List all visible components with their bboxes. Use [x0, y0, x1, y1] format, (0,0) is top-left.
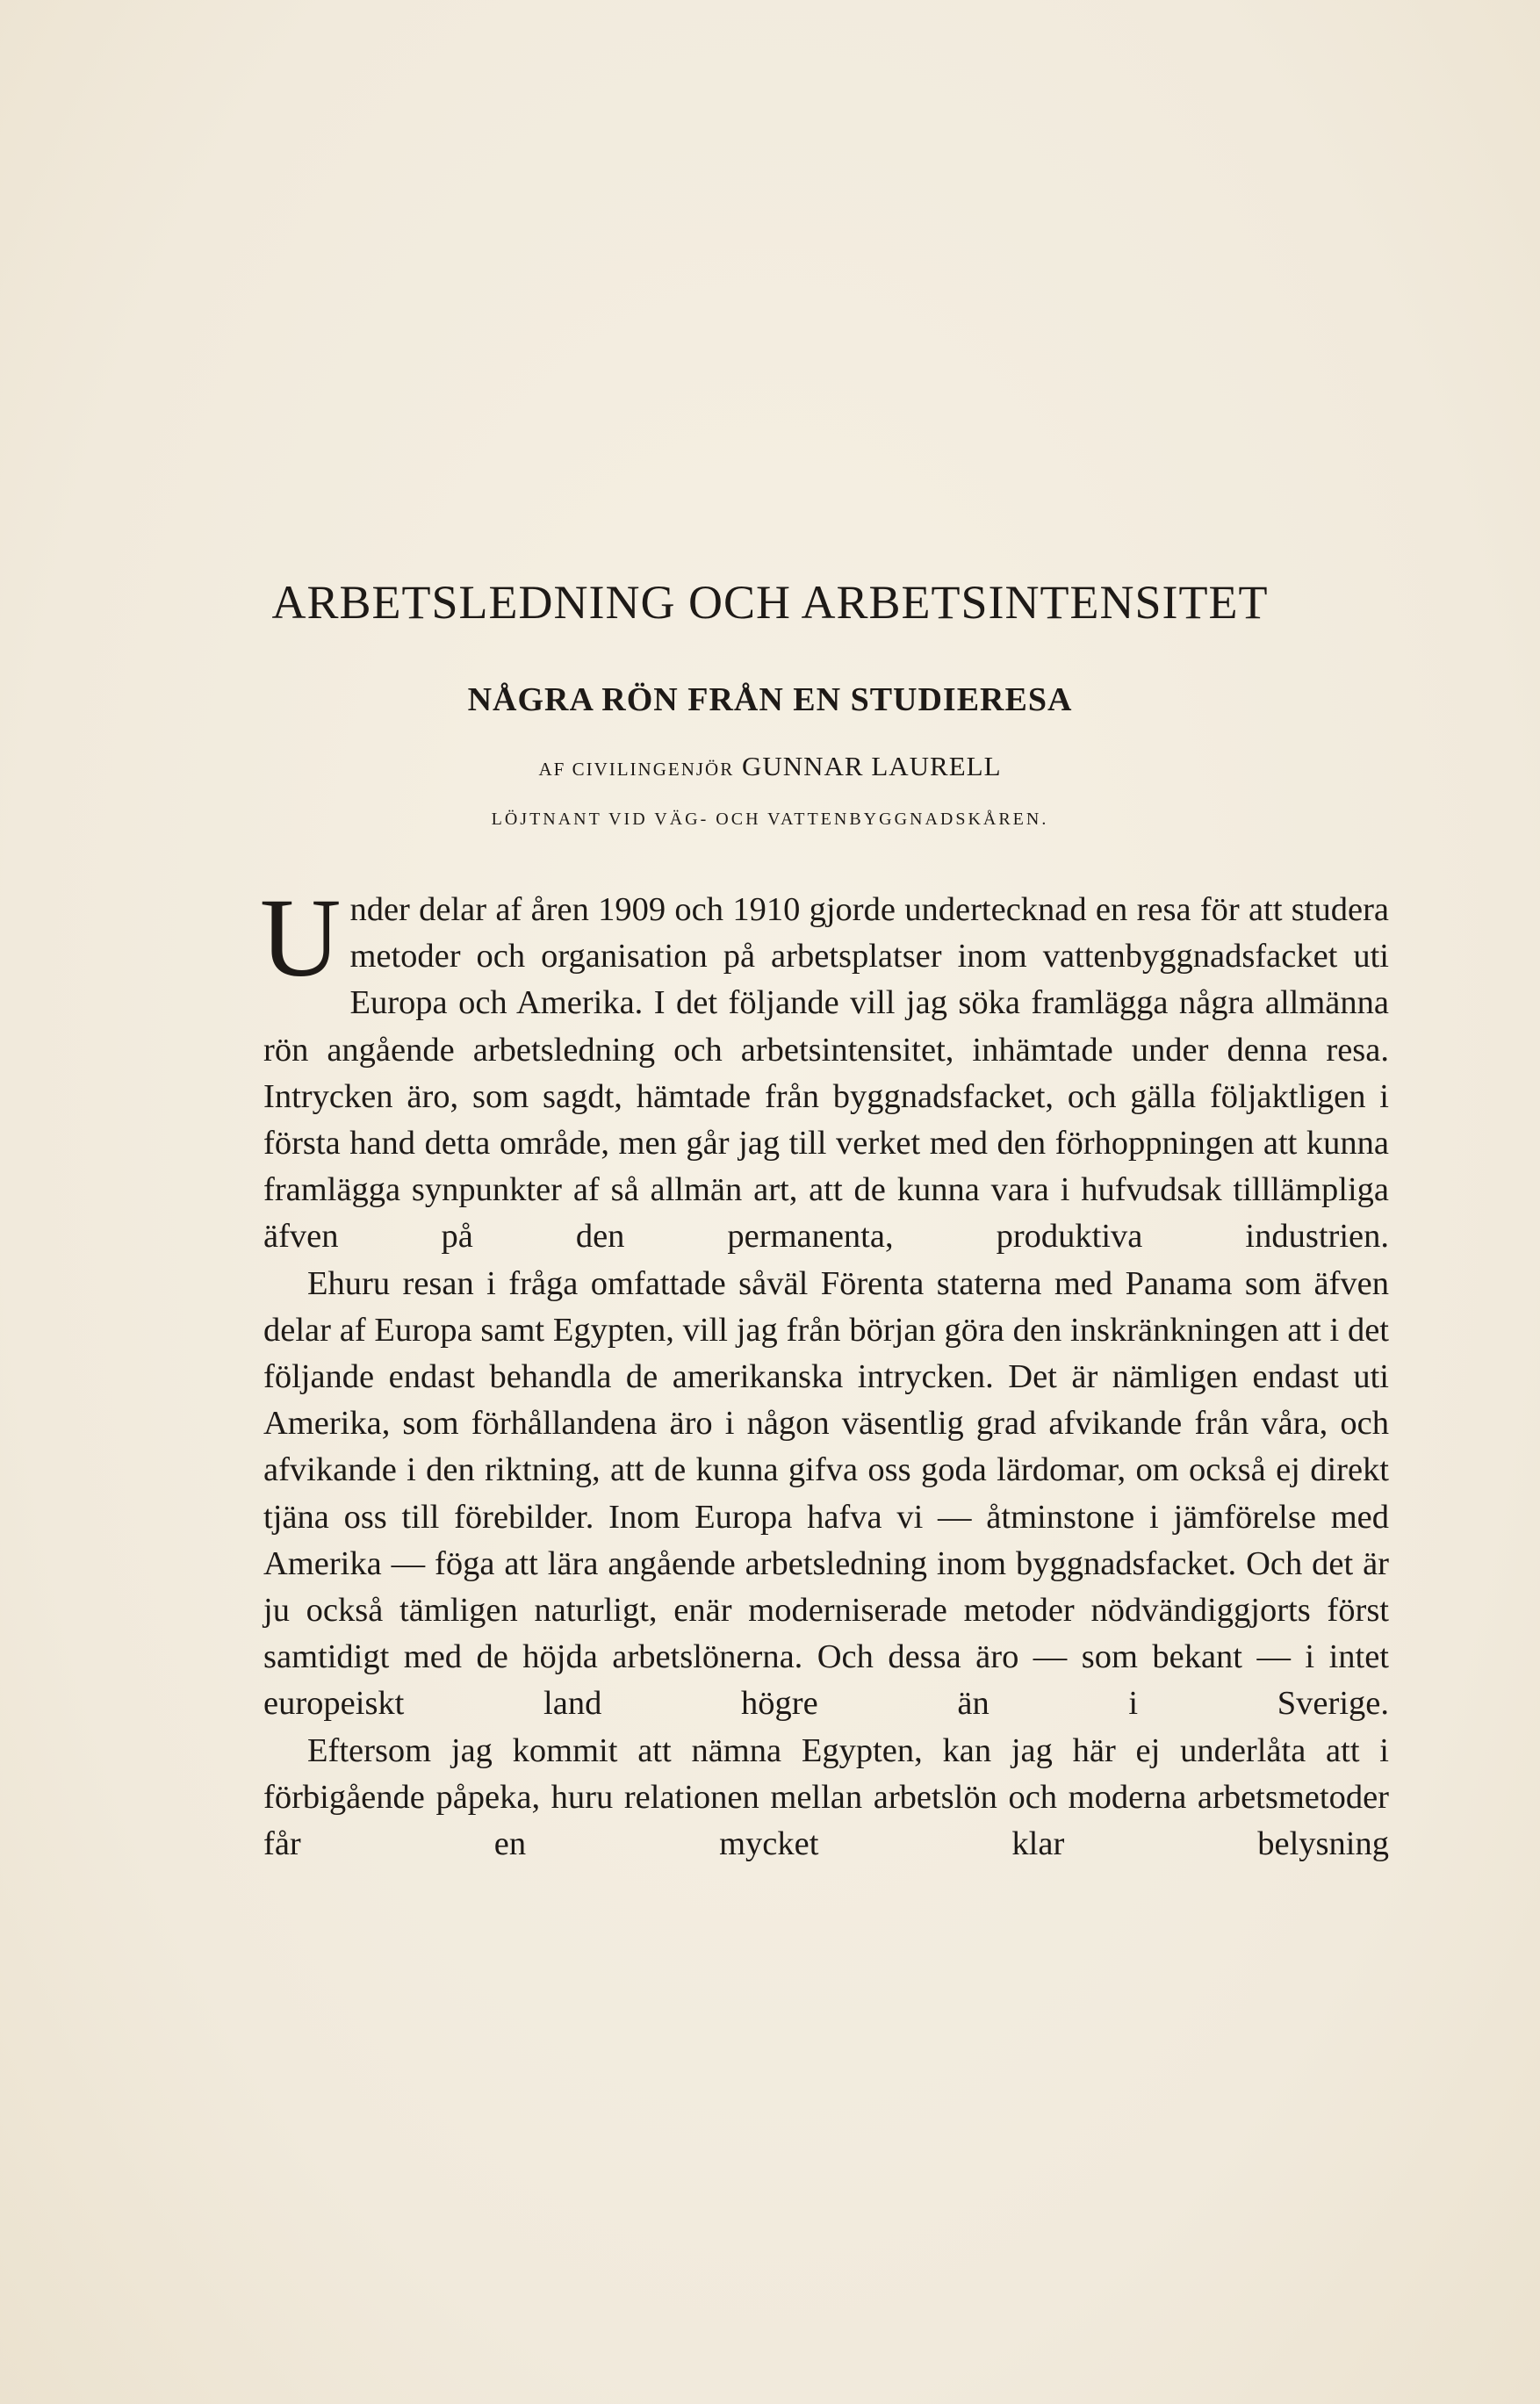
byline-prefix: AF CIVILINGENJÖR	[538, 759, 735, 780]
article-body	[260, 875, 1389, 1868]
paragraph-2: Ehuru resan i fråga omfattade såväl Förenta staterna med Panama som äfven delar af Europa samt Egypten, vill jag från början göra den inskränkningen att i det följande endast behandla de amerikanska intrycken. Det är nämligen endast uti Amerika, som förhållandena äro i någon väsentlig grad afvikande från våra, och afvikande i den riktning, att de kunna gifva oss goda lärdomar, om också ej direkt tjäna oss till förebilder. Inom Europa hafva vi — åtminstone i jämförelse med Amerika — föga att lära angående arbetsledning inom byggnadsfacket. Och det är ju också tämligen naturligt, enär moderniserade metoder nödvändiggjorts först samtidigt med de höjda arbetslönerna. Och dessa äro — som bekant — i intet europeiskt land högre än i Sverige.	[263, 1264, 1389, 1723]
author-rank: LÖJTNANT VID VÄG- OCH VATTENBYGGNADSKÅREN.	[491, 810, 1049, 829]
author-name: GUNNAR LAURELL	[741, 751, 1002, 781]
paragraph-1	[260, 875, 1389, 1261]
paragraph-3: Eftersom jag kommit att nämna Egypten, kan jag här ej underlåta att i förbigående påpeka, huru relationen mellan arbetslön och moderna arbetsmetoder får en mycket klar belysning	[263, 1731, 1389, 1863]
article-subtitle: NÅGRA RÖN FRÅN EN STUDIERESA	[467, 681, 1073, 718]
byline	[0, 751, 1540, 782]
drop-cap: U	[260, 875, 342, 1000]
article-title: ARBETSLEDNING OCH ARBETSINTENSITET	[271, 576, 1269, 629]
paragraph-1-text: nder delar af åren 1909 och 1910 gjorde undertecknad en resa för att studera metoder och organisation på arbetsplatser inom vattenbyggnadsfacket uti Europa och Amerika. I det följande vill jag söka framlägga några allmänna rön angående arbetsledning och arbetsintensitet, inhämtade under denna resa. Intrycken äro, som sagdt, hämtade från byggnadsfacket, och gälla följaktligen i första hand detta område, men går jag till verket med den förhoppningen att kunna framlägga synpunkter af så allmän art, att de kunna vara i hufvudsak tilllämpliga äfven på den permanenta, produktiva industrien.	[263, 891, 1389, 1256]
